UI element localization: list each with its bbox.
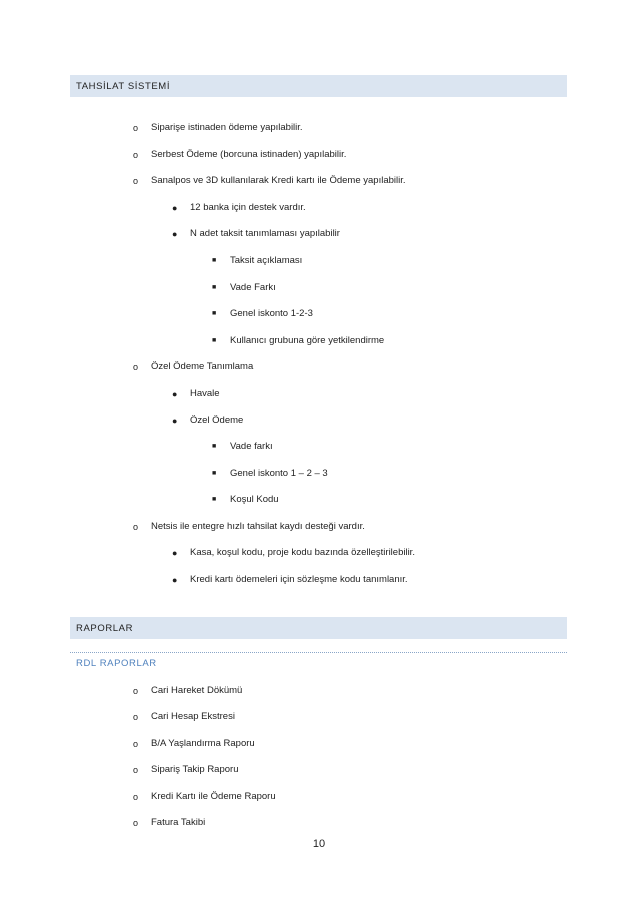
bullet-circle: o bbox=[133, 712, 139, 722]
bullet-circle: o bbox=[133, 150, 139, 160]
bullet-circle: o bbox=[133, 123, 139, 133]
bullet-square: ■ bbox=[212, 337, 217, 344]
section-title: TAHSİLAT SİSTEMİ bbox=[76, 80, 171, 92]
bullet-dot: ● bbox=[172, 548, 178, 558]
bullet-square: ■ bbox=[212, 470, 217, 477]
bullet-circle: o bbox=[133, 176, 139, 186]
section-header-raporlar bbox=[70, 617, 567, 639]
bullet-circle: o bbox=[133, 792, 139, 802]
bullet-circle: o bbox=[133, 686, 139, 696]
list-item: Serbest Ödeme (borcuna istinaden) yapılabilir. bbox=[151, 149, 347, 160]
list-item: 12 banka için destek vardır. bbox=[190, 202, 306, 213]
bullet-dot: ● bbox=[172, 229, 178, 239]
list-item: Havale bbox=[190, 388, 220, 399]
list-item: Fatura Takibi bbox=[151, 817, 206, 828]
list-item: Kredi Kartı ile Ödeme Raporu bbox=[151, 791, 276, 802]
bullet-square: ■ bbox=[212, 310, 217, 317]
bullet-dot: ● bbox=[172, 203, 178, 213]
bullet-square: ■ bbox=[212, 496, 217, 503]
list-item: Netsis ile entegre hızlı tahsilat kaydı desteği vardır. bbox=[151, 521, 365, 532]
section-header-tahsilat bbox=[70, 75, 567, 97]
list-item: Siparişe istinaden ödeme yapılabilir. bbox=[151, 122, 303, 133]
list-item: Taksit açıklaması bbox=[230, 255, 303, 266]
list-item: Genel iskonto 1-2-3 bbox=[230, 308, 313, 319]
bullet-dot: ● bbox=[172, 416, 178, 426]
list-item: B/A Yaşlandırma Raporu bbox=[151, 738, 255, 749]
subsection-header-rdl bbox=[70, 652, 567, 674]
list-item: Sanalpos ve 3D kullanılarak Kredi kartı ile Ödeme yapılabilir. bbox=[151, 175, 406, 186]
list-item: Cari Hareket Dökümü bbox=[151, 685, 243, 696]
bullet-dot: ● bbox=[172, 389, 178, 399]
list-item: Özel Ödeme bbox=[190, 415, 244, 426]
bullet-circle: o bbox=[133, 522, 139, 532]
bullet-circle: o bbox=[133, 739, 139, 749]
bullet-circle: o bbox=[133, 362, 139, 372]
section-title: RAPORLAR bbox=[76, 622, 134, 634]
list-item: Kredi kartı ödemeleri için sözleşme kodu tanımlanır. bbox=[190, 574, 408, 585]
list-item: Cari Hesap Ekstresi bbox=[151, 711, 235, 722]
list-item: N adet taksit tanımlaması yapılabilir bbox=[190, 228, 340, 239]
bullet-square: ■ bbox=[212, 284, 217, 291]
bullet-square: ■ bbox=[212, 443, 217, 450]
list-item: Vade Farkı bbox=[230, 282, 276, 293]
list-item: Kasa, koşul kodu, proje kodu bazında özelleştirilebilir. bbox=[190, 547, 415, 558]
bullet-dot: ● bbox=[172, 575, 178, 585]
page-number: 10 bbox=[312, 838, 326, 850]
bullet-circle: o bbox=[133, 765, 139, 775]
bullet-square: ■ bbox=[212, 257, 217, 264]
subsection-title: RDL RAPORLAR bbox=[76, 658, 157, 669]
list-item: Genel iskonto 1 – 2 – 3 bbox=[230, 468, 328, 479]
bullet-circle: o bbox=[133, 818, 139, 828]
list-item: Sipariş Takip Raporu bbox=[151, 764, 239, 775]
list-item: Özel Ödeme Tanımlama bbox=[151, 361, 254, 372]
list-item: Koşul Kodu bbox=[230, 494, 279, 505]
list-item: Vade farkı bbox=[230, 441, 273, 452]
list-item: Kullanıcı grubuna göre yetkilendirme bbox=[230, 335, 385, 346]
